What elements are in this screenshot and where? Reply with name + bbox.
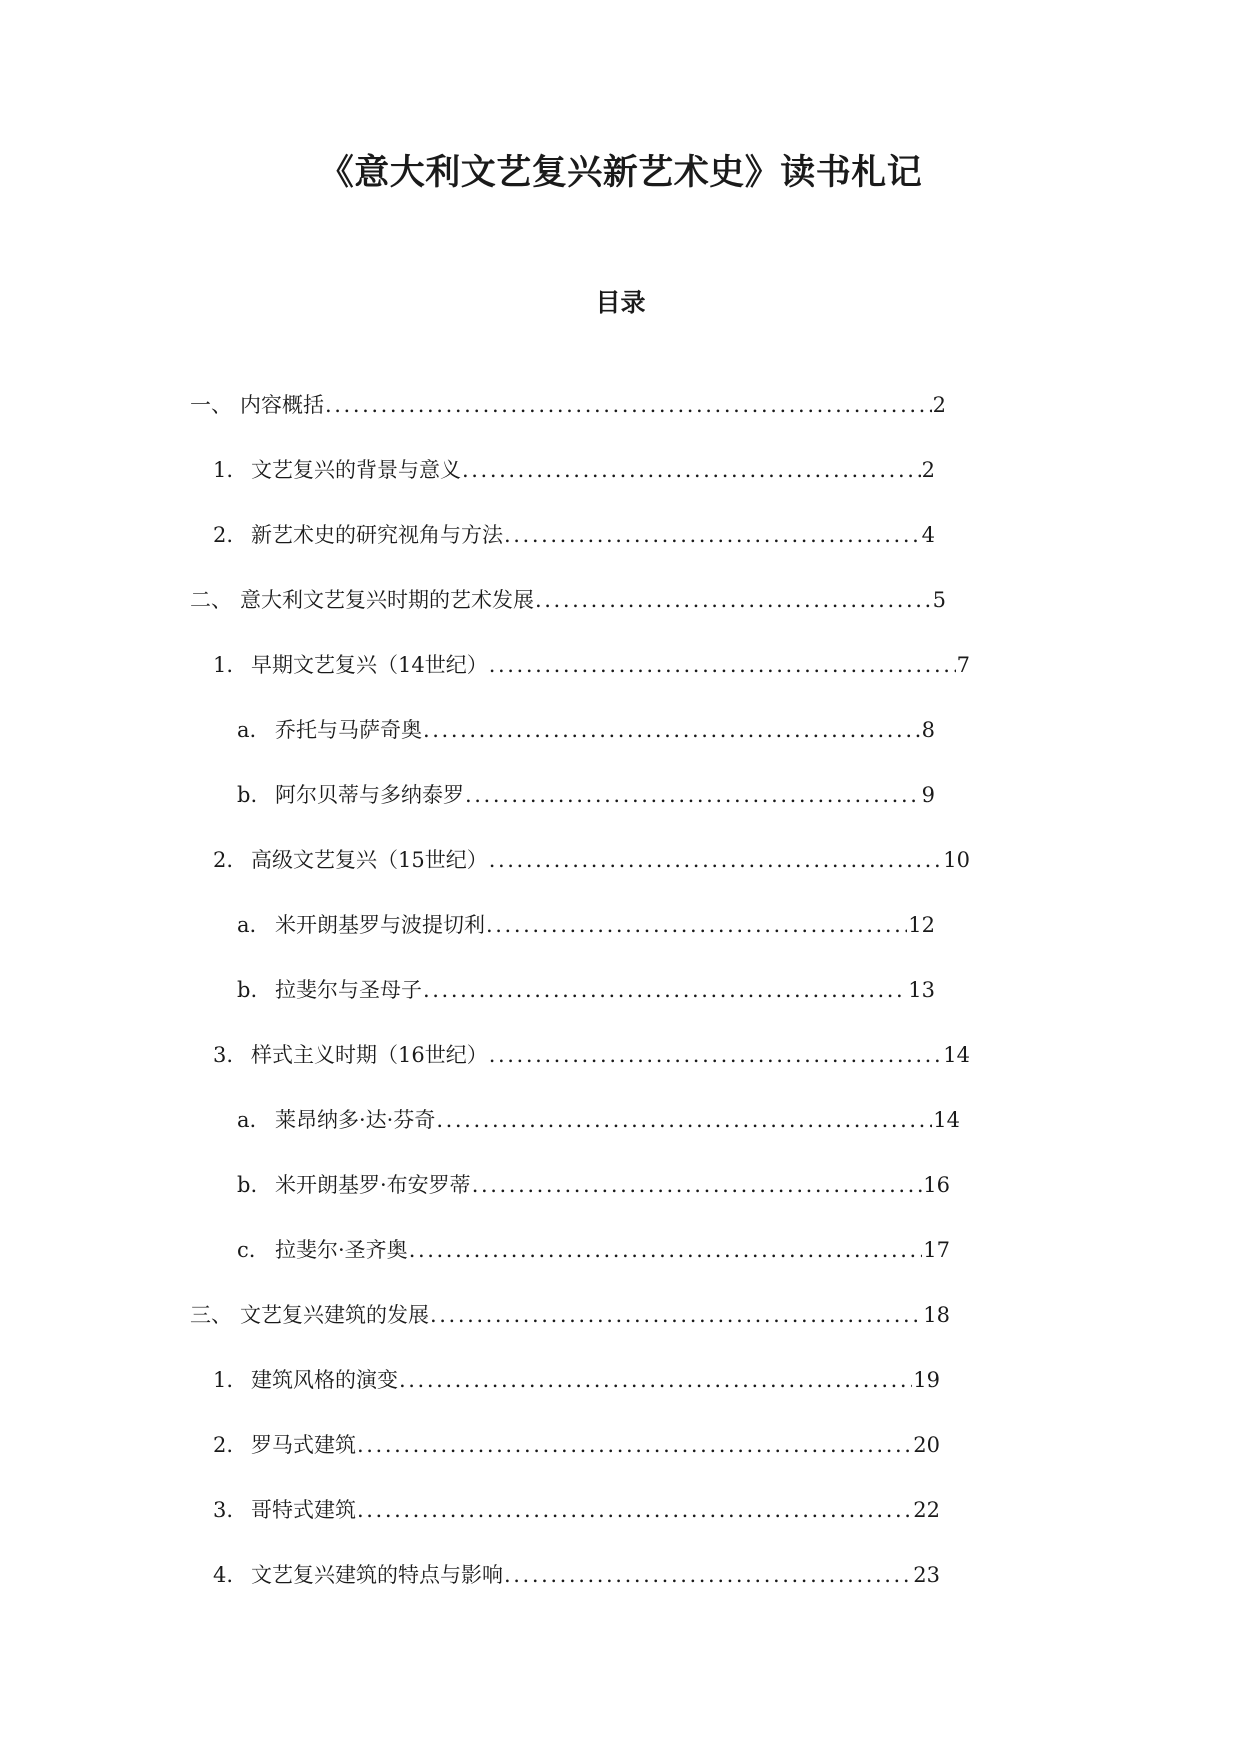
toc-leader-dots [423,973,907,1007]
toc-number: c. [237,1238,256,1262]
toc-page-number: 8 [921,718,935,742]
toc-number: 二、 [190,588,232,612]
toc-number: 三、 [190,1303,232,1327]
toc-page-number: 7 [956,653,970,677]
toc-page-number: 22 [913,1498,940,1522]
toc-entry-2-1[interactable] [213,648,970,682]
toc-number: 1. [213,458,234,482]
toc-page-number: 17 [923,1238,950,1262]
toc-entry-1-2[interactable] [213,518,935,552]
toc-page-number: 23 [913,1563,940,1587]
toc-number: b. [237,978,258,1002]
toc-title: 拉斐尔·圣齐奥 [275,1238,408,1262]
toc-number: 一、 [190,393,232,417]
toc-title: 样式主义时期（16世纪） [251,1043,488,1067]
toc-title: 拉斐尔与圣母子 [275,978,422,1002]
toc-page-number: 12 [908,913,935,937]
toc-title: 早期文艺复兴（14世纪） [251,653,488,677]
toc-title: 米开朗基罗与波提切利 [275,913,485,937]
toc-entry-2-3-c[interactable] [237,1233,950,1267]
toc-leader-dots [486,908,907,942]
toc-entry-2-2[interactable] [213,843,970,877]
toc-page-number: 14 [943,1043,970,1067]
toc-entry-1-1[interactable] [213,453,935,487]
toc-entry-3[interactable] [190,1298,950,1332]
toc-page-number: 13 [908,978,935,1002]
toc-number: 4. [213,1563,234,1587]
toc-number: a. [237,913,257,937]
toc-entry-2-1-b[interactable] [237,778,935,812]
toc-entry-2[interactable] [190,583,946,617]
toc-entry-2-3-b[interactable] [237,1168,950,1202]
toc-title: 文艺复兴建筑的发展 [240,1303,429,1327]
toc-leader-dots [489,843,943,877]
toc-page-number: 9 [921,783,935,807]
toc-number: a. [237,1108,257,1132]
toc-number: 3. [213,1498,234,1522]
toc-page-number: 19 [913,1368,940,1392]
toc-entry-2-3-a[interactable] [237,1103,960,1137]
toc-page-number: 18 [923,1303,950,1327]
toc-leader-dots [472,1168,923,1202]
toc-heading: 目录 [595,288,646,317]
toc-page-number: 4 [921,523,935,547]
toc-entry-3-4[interactable] [213,1558,940,1592]
toc-leader-dots [423,713,921,747]
toc-leader-dots [357,1428,912,1462]
document-title: 《意大利文艺复兴新艺术史》读书札记 [318,153,923,193]
toc-title: 米开朗基罗·布安罗蒂 [275,1173,471,1197]
toc-number: b. [237,1173,258,1197]
toc-leader-dots [535,583,932,617]
toc-leader-dots [465,778,921,812]
toc-entry-3-2[interactable] [213,1428,940,1462]
toc-entry-3-3[interactable] [213,1493,940,1527]
toc-title: 阿尔贝蒂与多纳泰罗 [275,783,464,807]
toc-page-number: 10 [943,848,970,872]
toc-title: 莱昂纳多·达·芬奇 [275,1108,436,1132]
toc-leader-dots [357,1493,912,1527]
toc-number: 2. [213,848,234,872]
toc-title: 新艺术史的研究视角与方法 [251,523,503,547]
toc-leader-dots [430,1298,922,1332]
toc-number: 3. [213,1043,234,1067]
toc-entry-2-2-b[interactable] [237,973,935,1007]
toc-leader-dots [409,1233,923,1267]
toc-entry-1[interactable] [190,388,946,422]
toc-entry-3-1[interactable] [213,1363,940,1397]
toc-page-number: 20 [913,1433,940,1457]
toc-title: 意大利文艺复兴时期的艺术发展 [240,588,534,612]
toc-title: 建筑风格的演变 [251,1368,398,1392]
toc-leader-dots [489,648,956,682]
toc-title: 哥特式建筑 [251,1498,356,1522]
toc-number: b. [237,783,258,807]
toc-leader-dots [504,518,921,552]
toc-entry-2-2-a[interactable] [237,908,935,942]
toc-leader-dots [325,388,932,422]
toc-number: a. [237,718,257,742]
toc-number: 2. [213,1433,234,1457]
toc-title: 文艺复兴的背景与意义 [251,458,461,482]
toc-title: 文艺复兴建筑的特点与影响 [251,1563,503,1587]
toc-number: 1. [213,1368,234,1392]
toc-page-number: 2 [932,393,946,417]
toc-page-number: 5 [932,588,946,612]
toc-page-number: 16 [923,1173,950,1197]
toc-title: 罗马式建筑 [251,1433,356,1457]
toc-title: 乔托与马萨奇奥 [275,718,422,742]
toc-title: 内容概括 [240,393,324,417]
toc-page-number: 2 [921,458,935,482]
toc-leader-dots [462,453,921,487]
toc-leader-dots [489,1038,943,1072]
toc-number: 2. [213,523,234,547]
toc-entry-2-1-a[interactable] [237,713,935,747]
toc-leader-dots [504,1558,912,1592]
toc-page-number: 14 [933,1108,960,1132]
toc-title: 高级文艺复兴（15世纪） [251,848,488,872]
toc-leader-dots [399,1363,912,1397]
toc-entry-2-3[interactable] [213,1038,970,1072]
toc-number: 1. [213,653,234,677]
toc-leader-dots [436,1103,932,1137]
